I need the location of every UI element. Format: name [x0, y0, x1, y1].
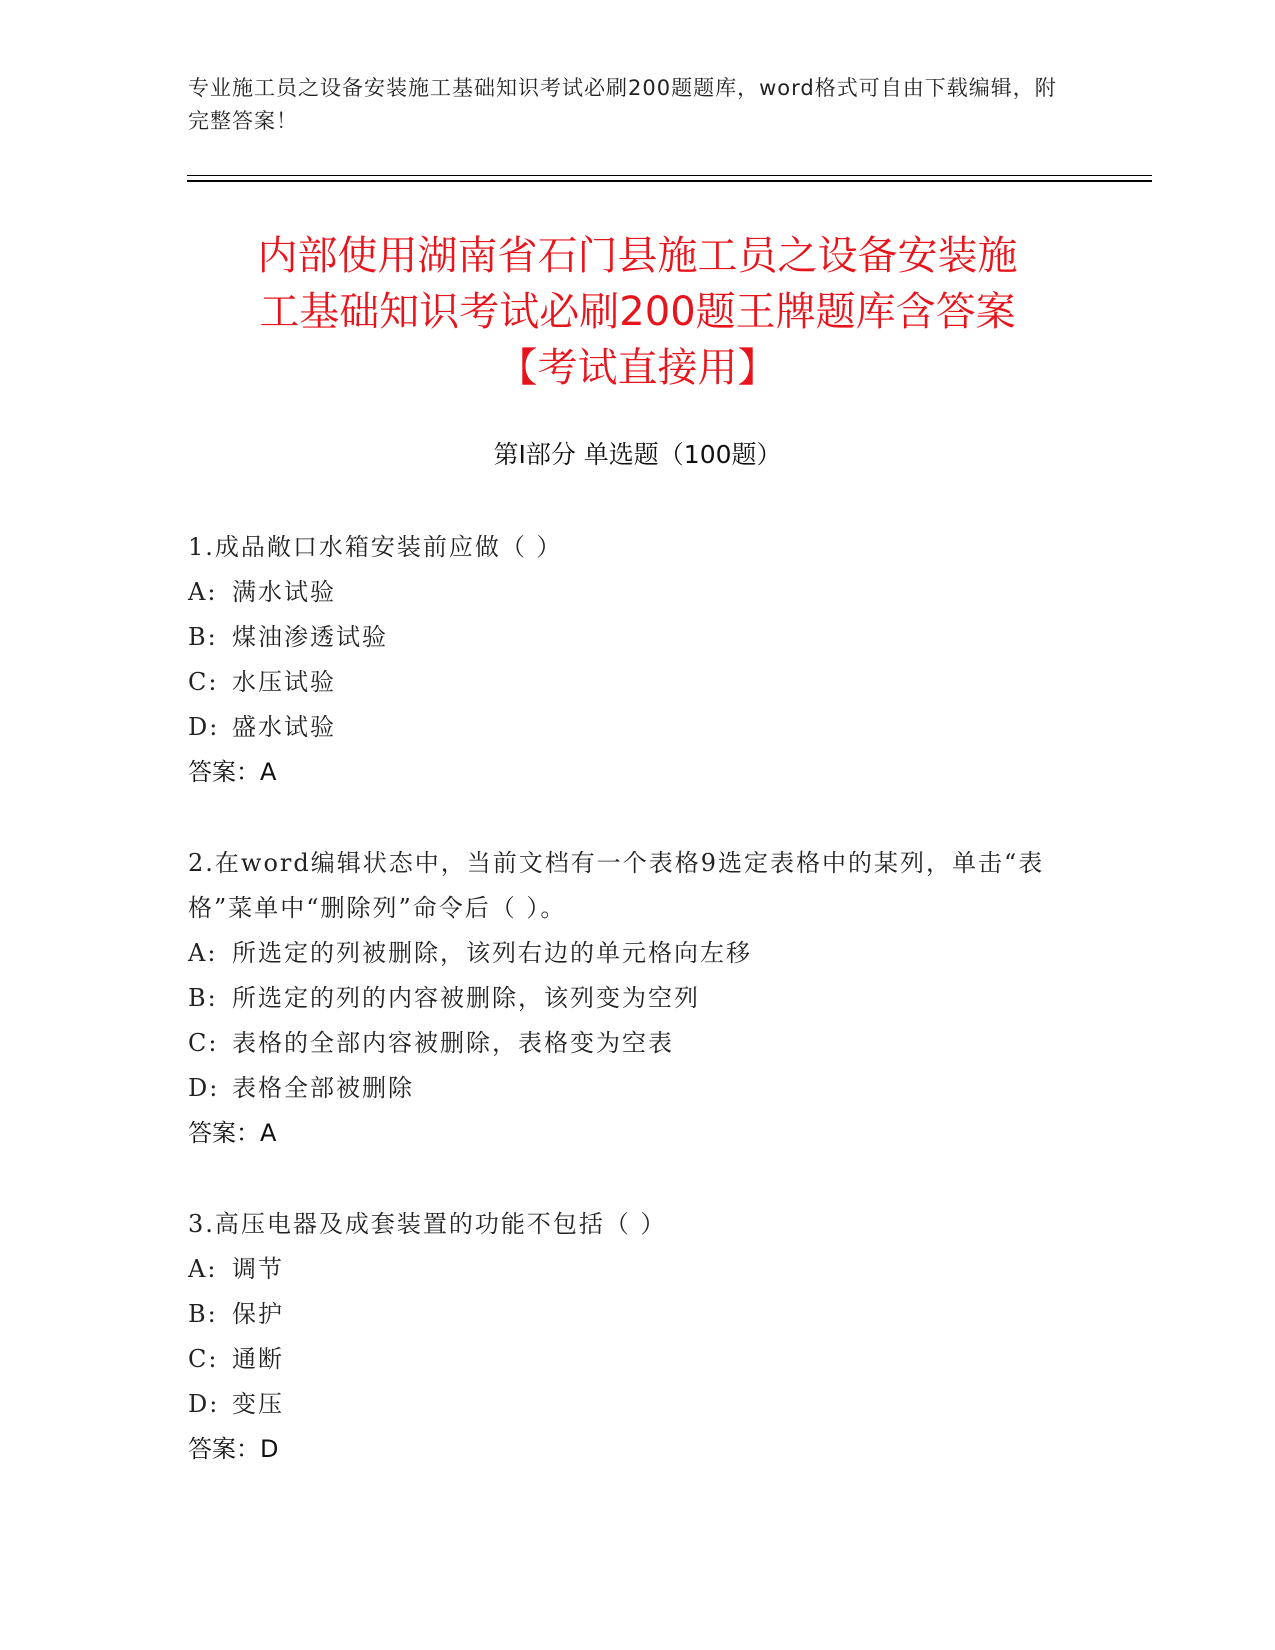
option-text: 变压: [232, 1390, 284, 1418]
title-line-2: 工基础知识考试必刷200题王牌题库含答案: [259, 289, 1016, 335]
option-a: [188, 931, 1088, 976]
option-text: 表格全部被删除: [232, 1074, 414, 1102]
option-letter: D:: [188, 1074, 220, 1102]
option-text: 所选定的列的内容被删除，该列变为空列: [232, 984, 700, 1012]
option-text: 煤油渗透试验: [232, 623, 388, 651]
option-b: [188, 976, 1088, 1021]
title-line-1: 内部使用湖南省石门县施工员之设备安装施: [257, 233, 1018, 279]
answer: 答案：D: [188, 1435, 279, 1463]
question-stem: 1.成品敞口水箱安装前应做（ ）: [188, 533, 563, 561]
document-title: [150, 228, 1125, 396]
header-rule-thin: [187, 175, 1152, 176]
option-text: 盛水试验: [232, 713, 336, 741]
question-1: [188, 525, 1088, 795]
section-title: 第Ⅰ部分 单选题（100题）: [493, 440, 782, 469]
option-letter: B:: [188, 984, 218, 1012]
option-letter: A:: [188, 578, 218, 606]
option-text: 所选定的列被删除，该列右边的单元格向左移: [232, 939, 752, 967]
header-rule-thick: [187, 180, 1152, 182]
option-c: [188, 660, 1088, 705]
option-b: [188, 1292, 1088, 1337]
option-letter: A:: [188, 1255, 218, 1283]
option-text: 满水试验: [232, 578, 336, 606]
option-c: [188, 1337, 1088, 1382]
option-letter: B:: [188, 1300, 218, 1328]
option-text: 表格的全部内容被删除，表格变为空表: [232, 1029, 674, 1057]
option-text: 调节: [232, 1255, 284, 1283]
option-letter: B:: [188, 623, 218, 651]
header-note: 专业施工员之设备安装施工基础知识考试必刷200题题库，word格式可自由下载编辑，附完整答案！: [188, 76, 1057, 133]
option-a: [188, 570, 1088, 615]
option-text: 水压试验: [232, 668, 336, 696]
option-text: 通断: [232, 1345, 284, 1373]
question-2: [188, 841, 1088, 1156]
question-stem: 3.高压电器及成套装置的功能不包括（ ）: [188, 1210, 667, 1238]
question-3: [188, 1202, 1088, 1472]
option-d: [188, 705, 1088, 750]
question-stem: 2.在word编辑状态中，当前文档有一个表格9选定表格中的某列，单击“表格”菜单中“删除列”命令后（ ）。: [188, 849, 1045, 922]
option-letter: C:: [188, 668, 219, 696]
option-a: [188, 1247, 1088, 1292]
option-letter: C:: [188, 1029, 219, 1057]
option-d: [188, 1066, 1088, 1111]
answer: 答案：A: [188, 758, 277, 786]
answer: 答案：A: [188, 1119, 277, 1147]
title-line-3: 【考试直接用】: [497, 345, 778, 391]
option-text: 保护: [232, 1300, 284, 1328]
option-letter: D:: [188, 713, 220, 741]
option-d: [188, 1382, 1088, 1427]
option-letter: C:: [188, 1345, 219, 1373]
option-letter: D:: [188, 1390, 220, 1418]
option-letter: A:: [188, 939, 218, 967]
option-b: [188, 615, 1088, 660]
option-c: [188, 1021, 1088, 1066]
